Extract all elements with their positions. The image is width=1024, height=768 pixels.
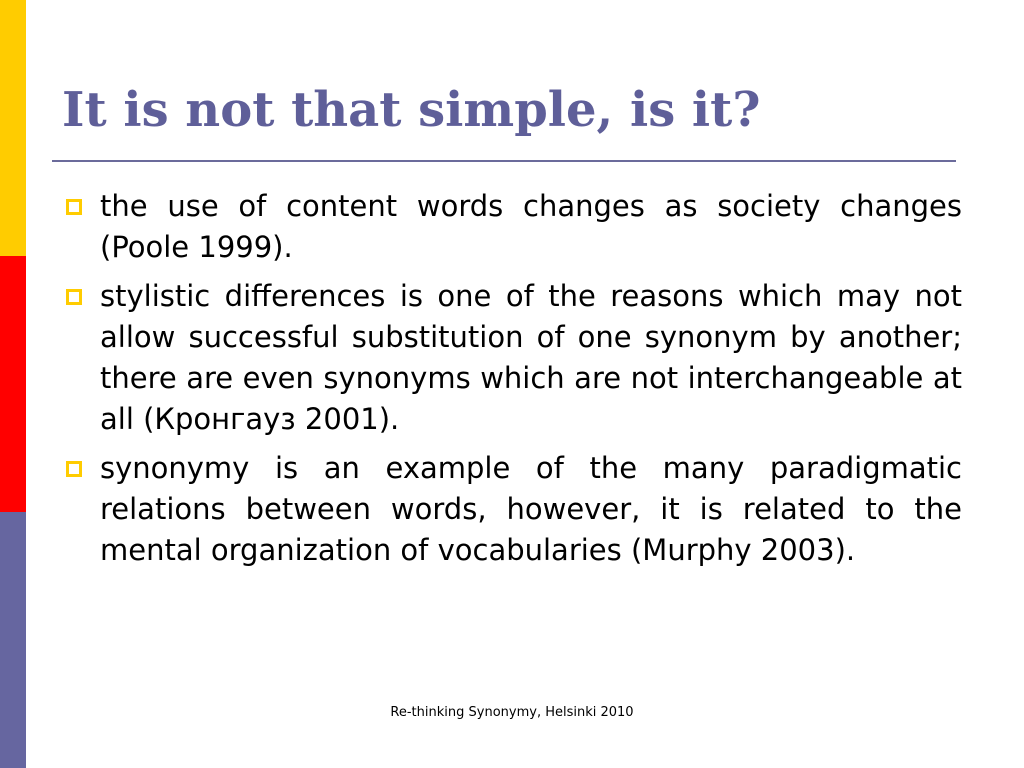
hollow-square-bullet-icon [66, 289, 82, 305]
bullet-list [62, 186, 962, 579]
bullet-item [62, 448, 962, 571]
hollow-square-bullet-icon [66, 461, 82, 477]
bullet-text: the use of content words changes as society changes (Poole 1999). [100, 189, 962, 264]
side-bar-yellow [0, 0, 26, 256]
title-divider [52, 160, 956, 162]
bullet-text: stylistic differences is one of the reasons which may not allow successful substitution of one synonym by another; there are even synonyms which are not interchangeable at all (Кронгауз 2001). [100, 279, 962, 436]
bullet-item [62, 186, 962, 268]
hollow-square-bullet-icon [66, 199, 82, 215]
slide-footer: Re-thinking Synonymy, Helsinki 2010 [390, 705, 634, 720]
side-bar-red [0, 256, 26, 512]
slide-title: It is not that simple, is it? [62, 82, 761, 138]
bullet-text: synonymy is an example of the many paradigmatic relations between words, however, it is related to the mental organization of vocabularies (Murphy 2003). [100, 451, 962, 567]
bullet-item [62, 276, 962, 440]
side-bar-blue [0, 512, 26, 768]
